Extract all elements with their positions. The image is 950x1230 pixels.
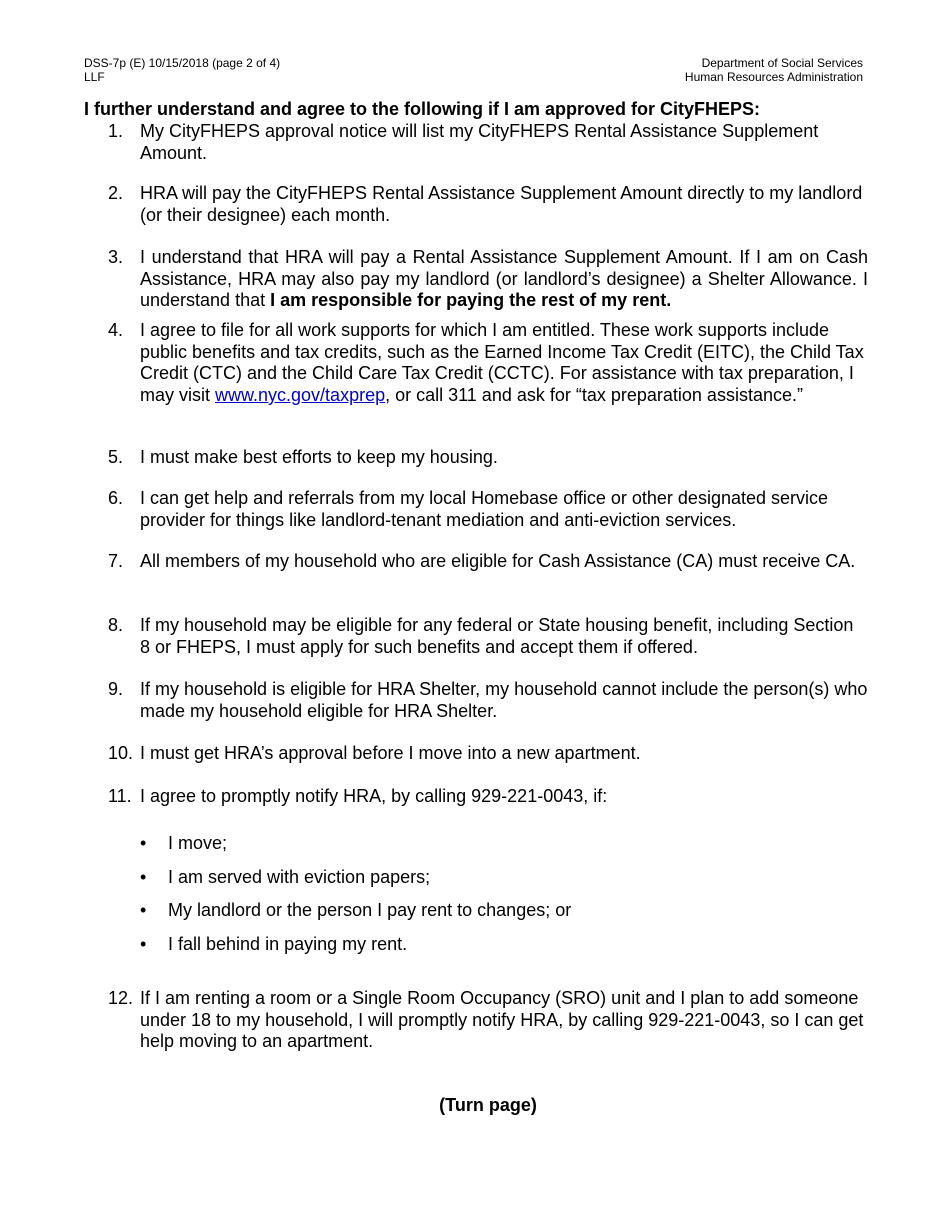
list-item [108, 488, 868, 531]
form-header-right [685, 56, 863, 84]
bullet-text: I am served with eviction papers; [168, 867, 431, 887]
list-item [108, 551, 868, 573]
item-text: I agree to promptly notify HRA, by calling 929-221-0043, if: [140, 786, 608, 806]
list-item [108, 447, 868, 469]
item-number: 5. [108, 447, 124, 467]
item-text [140, 320, 868, 406]
list-item [108, 679, 868, 722]
item-number: 4. [108, 320, 124, 340]
bullet-icon: • [140, 833, 147, 853]
item-text: My CityFHEPS approval notice will list my CityFHEPS Rental Assistance Supplement Amount. [140, 121, 819, 163]
list-item [108, 247, 868, 312]
bullet-icon: • [140, 934, 147, 954]
item-number: 2. [108, 183, 124, 203]
bullet-text: I move; [168, 833, 228, 853]
item-text-bold: I am responsible for paying the rest of my rent. [270, 290, 672, 311]
item-text: HRA will pay the CityFHEPS Rental Assistance Supplement Amount directly to my landlord (or their designee) each month. [140, 183, 863, 225]
administration-name: Human Resources Administration [684, 70, 863, 84]
item-text: If I am renting a room or a Single Room Occupancy (SRO) unit and I plan to add someone under 18 to my household, I will promptly notify HRA, by calling 929-221-0043, so I can get help moving to an apartment. [140, 988, 864, 1052]
item-number: 11. [108, 786, 132, 806]
item-number: 9. [108, 679, 124, 699]
bullet-item [140, 833, 227, 854]
item-text: If my household may be eligible for any federal or State housing benefit, including Section 8 or FHEPS, I must apply for such benefits and accept them if offered. [140, 615, 854, 657]
bullet-item [140, 867, 430, 888]
item-text: I must get HRA’s approval before I move into a new apartment. [140, 743, 641, 763]
list-item [108, 615, 868, 658]
section-heading: I further understand and agree to the following if I am approved for CityFHEPS: [84, 99, 761, 119]
item-text-regular: I understand that HRA will pay a Rental Assistance Supplement Amount. If I am on Cash Assistance, HRA may also pay my landlord (or landlord’s designee) a Shelter Allowance. I understand that [140, 247, 868, 311]
item-number: 8. [108, 615, 124, 635]
bullet-item [140, 900, 571, 921]
item-number: 7. [108, 551, 124, 571]
bullet-icon: • [140, 900, 147, 920]
list-item [108, 183, 868, 226]
item-number: 10. [108, 743, 134, 763]
item-text: If my household is eligible for HRA Shelter, my household cannot include the person(s) who made my household eligible for HRA Shelter. [140, 679, 868, 721]
item-text-before: I agree to file for all work supports for which I am entitled. These work supports include public benefits and tax credits, such as the Earned Income Tax Credit (EITC), the Child Tax Credit (CTC) and the Child Care Tax Credit (CCTC). For assistance with tax preparation, I may visit [140, 320, 864, 405]
bullet-item [140, 934, 407, 955]
item-number: 12. [108, 988, 134, 1008]
item-number: 3. [108, 247, 124, 267]
bullet-icon: • [140, 867, 147, 887]
department-name: Department of Social Services [701, 56, 863, 70]
taxprep-link[interactable]: www.nyc.gov/taxprep [215, 384, 386, 405]
list-item [108, 121, 868, 164]
list-item [108, 320, 868, 406]
item-text: I can get help and referrals from my local Homebase office or other designated service provider for things like landlord-tenant mediation and anti-eviction services. [140, 488, 829, 530]
form-code: LLF [84, 70, 105, 84]
item-text: All members of my household who are eligible for Cash Assistance (CA) must receive CA. [140, 551, 856, 571]
list-item [108, 786, 868, 808]
item-text: I must make best efforts to keep my housing. [140, 447, 498, 467]
list-item [108, 988, 868, 1053]
turn-page-note: (Turn page) [439, 1095, 537, 1115]
item-number: 6. [108, 488, 124, 508]
list-item [108, 743, 868, 765]
bullet-text: I fall behind in paying my rent. [168, 934, 408, 954]
item-text [140, 247, 868, 312]
item-number: 1. [108, 121, 124, 141]
item-text-after: , or call 311 and ask for “tax preparation assistance.” [385, 384, 803, 405]
form-header-left [84, 56, 280, 84]
form-id: DSS-7p (E) 10/15/2018 (page 2 of 4) [84, 56, 281, 70]
bullet-text: My landlord or the person I pay rent to changes; or [168, 900, 572, 920]
